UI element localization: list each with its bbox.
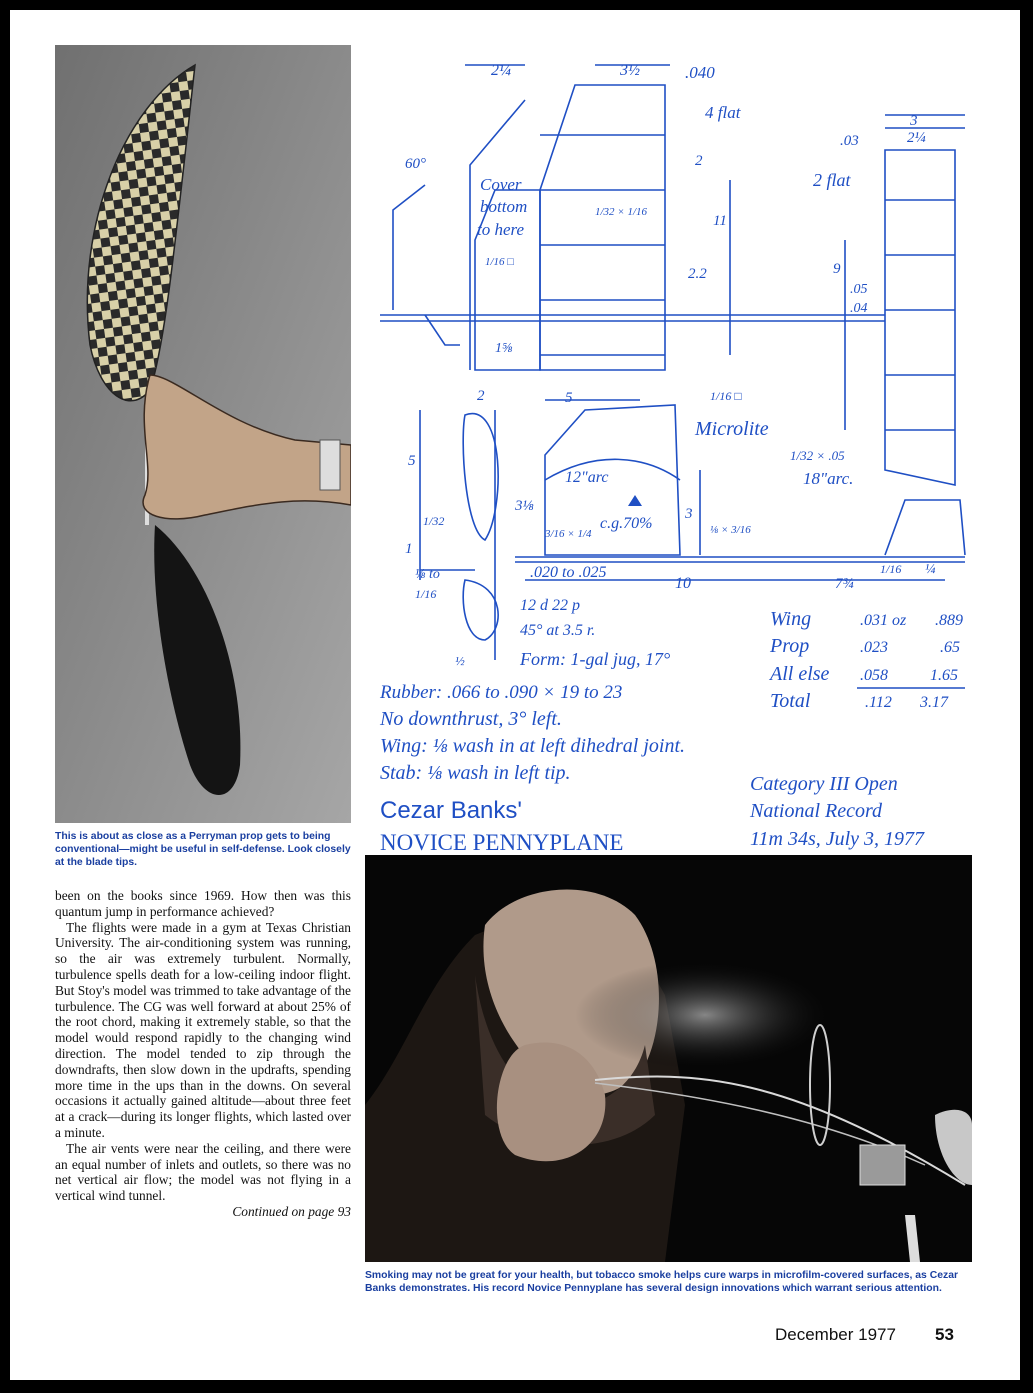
dim-label: 1/32 — [423, 514, 445, 528]
page-number: 53 — [935, 1325, 954, 1344]
dim-label: 10 — [675, 575, 691, 592]
dim-label: 18"arc. — [803, 469, 854, 488]
microlite-label: Microlite — [695, 418, 769, 440]
prop-spec: 45° at 3.5 r. — [520, 622, 596, 639]
wing-panel — [540, 85, 665, 370]
magazine-page — [10, 10, 1020, 1380]
blueprint-plan — [365, 40, 980, 855]
dim-label: 5 — [565, 390, 573, 406]
dim-label: 1/32 × .05 — [790, 448, 845, 463]
prop-spec: 12 d 22 p — [520, 597, 580, 614]
weight-g: .65 — [940, 639, 960, 656]
dim-label: 1/16 — [415, 587, 437, 601]
dim-label: .03 — [840, 133, 859, 149]
blueprint-note: Rubber: .066 to .090 × 19 to 23 — [380, 682, 623, 703]
dim-label: 5 — [408, 453, 416, 469]
cover-note: bottom — [480, 197, 528, 216]
footer-date: December 1977 — [775, 1325, 896, 1344]
weight-oz: .058 — [860, 667, 888, 684]
weight-oz: .112 — [865, 694, 892, 711]
smoke-photo — [365, 855, 972, 1262]
article-column — [55, 888, 351, 1220]
dim-label: 1/16 □ — [485, 256, 514, 268]
blueprint-note: No downthrust, 3° left. — [380, 708, 562, 730]
dim-label: .040 — [685, 63, 715, 82]
cg-label: c.g.70% — [600, 515, 653, 532]
dim-label: .05 — [850, 282, 868, 297]
dim-label: .04 — [850, 301, 868, 316]
dim-label: ⅛ to — [415, 567, 440, 582]
record-line: Category III Open — [750, 773, 898, 795]
dim-label: 1⅝ — [495, 341, 513, 356]
dim-label: 3/16 × 1/4 — [545, 528, 592, 540]
weight-oz: .023 — [860, 639, 888, 656]
dim-label: ¼ — [925, 562, 936, 577]
dim-label: 2.2 — [688, 266, 707, 282]
dim-label: ⅛ × 3/16 — [710, 524, 751, 536]
dim-label: 11 — [713, 213, 727, 229]
continued-note: Continued on page 93 — [232, 1203, 351, 1219]
title-name: Cezar Banks' — [380, 797, 522, 824]
record-line: 11m 34s, July 3, 1977 — [750, 828, 925, 850]
article-paragraph: The flights were made in a gym at Texas Christian University. The air-conditioning system was running, so the air was extremely turbulent. Normally, turbulence spells death for a low-ceiling indoor flight. But Stoy's model was trimmed to take advantage of the turbulence. The CG was well forward at about 25% of the root chord, making it extremely stable, so that the model would respond rapidly to the changing wind direction. The model tended to zip through the downdrafts, then slow down in the updrafts, spending more time in the ups than in the downs. On several occasions it actually gained altitude—about three feet at a crack—during its longer flights, which lasted over a minute. — [55, 919, 351, 1140]
dim-label: 2 flat — [813, 170, 851, 190]
dim-label: 3⅛ — [515, 498, 534, 514]
blueprint-note: Wing: ⅛ wash in at left dihedral joint. — [380, 735, 685, 757]
prop-spec: Form: 1-gal jug, 17° — [520, 649, 671, 669]
weight-g: 1.65 — [930, 667, 958, 684]
weight-g: 3.17 — [920, 694, 948, 711]
dim-label: 3 — [685, 506, 693, 522]
dim-label: 1 — [405, 541, 413, 557]
dim-label: 7¾ — [835, 576, 854, 592]
dim-label: 9 — [833, 261, 841, 277]
record-line: National Record — [750, 800, 883, 822]
cover-note: to here — [477, 220, 525, 239]
propeller-photo-caption: This is about as close as a Perryman prop gets to being conventional—might be useful in self-defense. Look closely at the blade tips. — [55, 831, 351, 868]
weight-part: Prop — [770, 635, 810, 657]
title-model: NOVICE PENNYPLANE — [380, 830, 624, 855]
weight-part: Total — [770, 690, 811, 712]
dim-label: 1/32 × 1/16 — [595, 206, 648, 218]
spar-label: .020 to .025 — [530, 564, 607, 581]
dim-label: 60° — [405, 156, 426, 172]
weight-part: Wing — [770, 608, 812, 630]
dim-label: 1/16 □ — [710, 389, 742, 403]
smoke-photo-caption: Smoking may not be great for your health, but tobacco smoke helps cure warps in microfilm-covered surfaces, as Cezar Banks demonstrates. His record Novice Pennyplane has several design innovations which warrant serious attention. — [365, 1270, 959, 1294]
article-paragraph: The air vents were near the ceiling, and there were an equal number of inlets and outlets, so there was no net vertical air flow; the model was not flying in a vertical wind tunnel. — [55, 1140, 351, 1204]
dim-label: 2¼ — [491, 62, 511, 79]
blueprint-note: Stab: ⅛ wash in left tip. — [380, 762, 571, 784]
dim-label: 2¼ — [907, 130, 926, 146]
article-paragraph: been on the books since 1969. How then was this quantum jump in performance achieved? — [55, 888, 351, 919]
dim-label: 2 — [695, 153, 703, 169]
dim-label: 4 flat — [705, 103, 741, 122]
dim-label: 2 — [477, 388, 485, 404]
dim-label: ½ — [455, 653, 465, 668]
weight-part: All else — [770, 663, 830, 685]
arc-label: 12"arc — [565, 469, 609, 486]
dim-label: 3 — [910, 113, 918, 129]
cover-note: Cover — [480, 175, 522, 194]
dim-label: 1/16 — [880, 562, 902, 576]
weight-g: .889 — [935, 612, 963, 629]
propeller-photo — [55, 45, 351, 823]
dim-label: 3½ — [620, 62, 640, 79]
weight-oz: .031 oz — [860, 612, 907, 629]
